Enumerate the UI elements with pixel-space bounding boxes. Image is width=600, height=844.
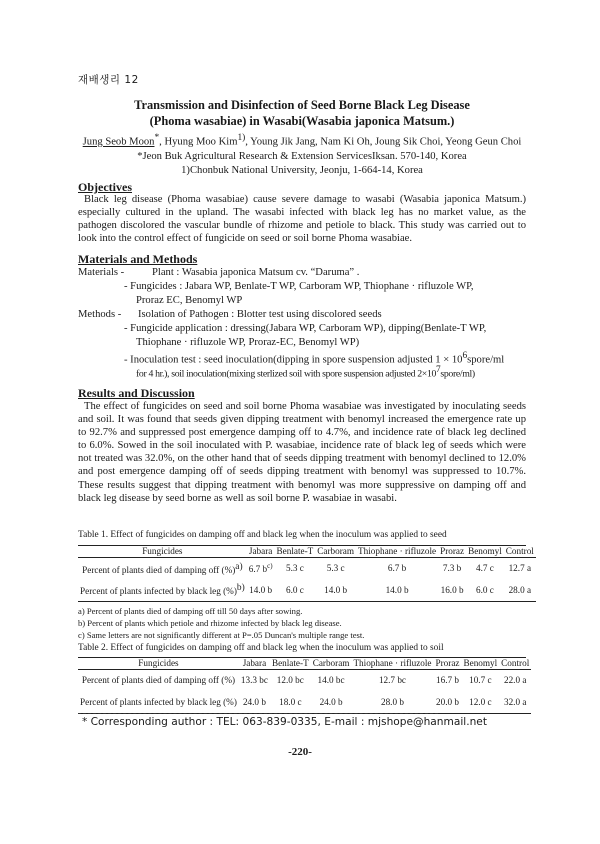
table-cell: 13.3 bc — [240, 675, 268, 686]
table-row — [78, 691, 531, 713]
page-number: -220- — [288, 746, 312, 758]
col-header: Benlate-T — [271, 658, 309, 669]
materials-fungicides-2: Proraz EC, Benomyl WP — [136, 295, 243, 306]
col-header: Benlate-T — [276, 546, 314, 557]
table-cell: 16.7 b — [436, 675, 459, 686]
table-cell: 24.0 b — [319, 696, 343, 707]
row-label: Percent of plants died of damping off (%)$^{a)}$ — [82, 561, 243, 575]
table-cell: 24.0 b — [242, 696, 266, 707]
objectives-heading: Objectives — [78, 180, 132, 194]
objectives-text: Black leg disease (Phoma wasabiae) cause severe damage to wasabi (Wasabia japonica Matsum.) especially cultured in the upland. The wasabi infected with black leg has no market value, as the pathogen discolored the vascular bundle of rhizome and petiole to black. This study was carried out to look into the control effect of fungicide on seed or soil borne Phoma wasabiae. — [78, 194, 526, 245]
row-label: Percent of plants infected by black leg (%) — [80, 696, 237, 707]
materials-fungicides: - Fungicides : Jabara WP, Benlate-T WP, Carboram WP, Thiophane · rifluzole WP, — [124, 281, 474, 292]
corresponding-author: * Corresponding author : TEL: 063-839-0335, E-mail : mjshope@hanmail.net — [82, 716, 487, 728]
session-tag: 재배생리 12 — [78, 74, 139, 86]
table-cell: 14.0 bc — [317, 675, 345, 686]
col-header: Proraz — [440, 546, 465, 557]
table-cell: 12.7 bc — [378, 675, 406, 686]
methods-label: Methods - — [78, 309, 122, 320]
table-note: c) Same letters are not significantly different at P=.05 Duncan's multiple range test. — [78, 630, 365, 640]
col-header: Jabara — [242, 658, 267, 669]
table-cell: 28.0 a — [508, 584, 532, 595]
col-header: Thiophane · rifluzole — [353, 658, 432, 669]
title-line-1: Transmission and Disinfection of Seed Borne Black Leg Disease — [134, 98, 470, 112]
table-cell: 22.0 a — [503, 675, 527, 686]
table-cell: 32.0 a — [503, 696, 527, 707]
col-header: Fungicides — [142, 546, 183, 557]
col-header: Fungicides — [138, 658, 179, 669]
results-heading: Results and Discussion — [78, 386, 195, 400]
affiliation-1: *Jeon Buk Agricultural Research & Extension ServicesIksan. 570-140, Korea — [137, 150, 467, 162]
table-row — [78, 557, 536, 579]
methods-inoculation-2: for 4 hr.), soil inoculation(mixing sterlized soil with spore suspension adjusted $2\times 10^7spore/ml$) — [136, 365, 475, 380]
table-cell: 10.7 c — [469, 675, 492, 686]
methods-isolation: Isolation of Pathogen : Blotter test using discolored seeds — [138, 309, 382, 320]
methods-application-2: Thiophane · rifluzole WP, Proraz-EC, Benomyl WP) — [136, 337, 360, 348]
col-header: Benomyl — [468, 546, 502, 557]
footnote-divider — [78, 713, 438, 714]
table-cell: 16.0 b — [440, 584, 464, 595]
col-header: Proraz — [435, 658, 460, 669]
col-header: Jabara — [248, 546, 273, 557]
affiliation-2: 1)Chonbuk National University, Jeonju, 1-664-14, Korea — [181, 164, 423, 176]
table-cell: 6.0 c — [285, 584, 304, 595]
materials-plant: Plant : Wasabia japonica Matsum cv. “Daruma” . — [152, 267, 360, 278]
table-cell: 6.0 c — [475, 584, 494, 595]
table-cell: 12.0 c — [469, 696, 492, 707]
table-cell: 14.0 b — [324, 584, 348, 595]
table-note: a) Percent of plants died of damping off till 50 days after sowing. — [78, 606, 303, 616]
row-label: Percent of plants died of damping off (%) — [81, 675, 236, 686]
author-line: Jung Seob Moon*, Hyung Moo Kim$^{1)}$, Young Jik Jang, Nam Ki Oh, Joung Sik Choi, Yeong Geun Choi — [82, 133, 522, 148]
table-cell: 14.0 b — [249, 584, 273, 595]
table-cell: 4.7 c — [475, 563, 494, 574]
table-1-header — [78, 546, 536, 557]
col-header: Carboram — [312, 658, 350, 669]
table-1 — [78, 546, 536, 602]
col-header: Control — [501, 658, 530, 669]
table-1-caption: Table 1. Effect of fungicides on damping off and black leg when the inoculum was applied to seed — [78, 530, 447, 540]
table-2-header — [78, 658, 531, 669]
table-row — [78, 579, 536, 601]
table-cell: 14.0 b — [385, 584, 409, 595]
col-header: Carboram — [317, 546, 355, 557]
table-cell: 5.3 c — [326, 563, 345, 574]
table-cell: 12.0 bc — [276, 675, 304, 686]
table-row — [78, 669, 531, 691]
materials-label: Materials - — [78, 267, 125, 278]
title-line-2: (Phoma wasabiae) in Wasabi(Wasabia japonica Matsum.) — [149, 114, 455, 128]
table-cell: 6.7 $b^{c)}$ — [248, 562, 273, 575]
table-cell: 6.7 b — [387, 563, 407, 574]
table-cell: 7.3 b — [442, 563, 462, 574]
col-header: Thiophane · rifluzole — [358, 546, 437, 557]
first-author: Jung Seob Moon — [82, 136, 155, 148]
row-label: Percent of plants infected by black leg (%)$^{b)}$ — [80, 583, 245, 597]
author-block — [60, 131, 544, 178]
table-note: b) Percent of plants which petiole and rhizome infected by black leg disease. — [78, 618, 342, 628]
col-header: Control — [505, 546, 534, 557]
table-cell: 28.0 b — [380, 696, 404, 707]
table-cell: 18.0 c — [279, 696, 302, 707]
table-cell: 20.0 b — [436, 696, 459, 707]
methods-heading: Materials and Methods — [78, 252, 198, 266]
table-cell: 5.3 c — [285, 563, 304, 574]
table-2-caption: Table 2. Effect of fungicides on damping off and black leg when the inoculum was applied to soil — [78, 643, 444, 653]
methods-inoculation: - Inoculation test : seed inoculation(dipping in spore suspension adjusted $1 \times 10^6spore/ml$ — [124, 351, 505, 366]
methods-application: - Fungicide application : dressing(Jabara WP, Carboram WP), dipping(Benlate-T WP, — [124, 323, 487, 334]
col-header: Benomyl — [463, 658, 498, 669]
table-2 — [78, 658, 531, 714]
results-text: The effect of fungicides on seed and soil borne Phoma wasabiae was investigated by inoculating seeds and soil. It was found that seeds given dipping treatment with benomyl increased the emergence rate up to 92.7% and suppressed post emergence damping off to 4.7%, and incidence rate of black leg declined to 6.0%. Sowed in the soil inoculated with P. wasabiae, incidence rate of black leg of seeds which were not treated was 32.0%, on the other hand that of seeds dipping treatment with benomyl declined to 12.0% and post emergence damping off of seeds dipping treatment with benomyl was suppressed to 10.7%. These results suggest that dipping treatment with benomyl was more suppressive on damping off and black leg disease by seed borne as well as soil borne P. wasabiae in wasabi. — [78, 401, 526, 504]
table-cell: 12.7 a — [508, 563, 532, 574]
